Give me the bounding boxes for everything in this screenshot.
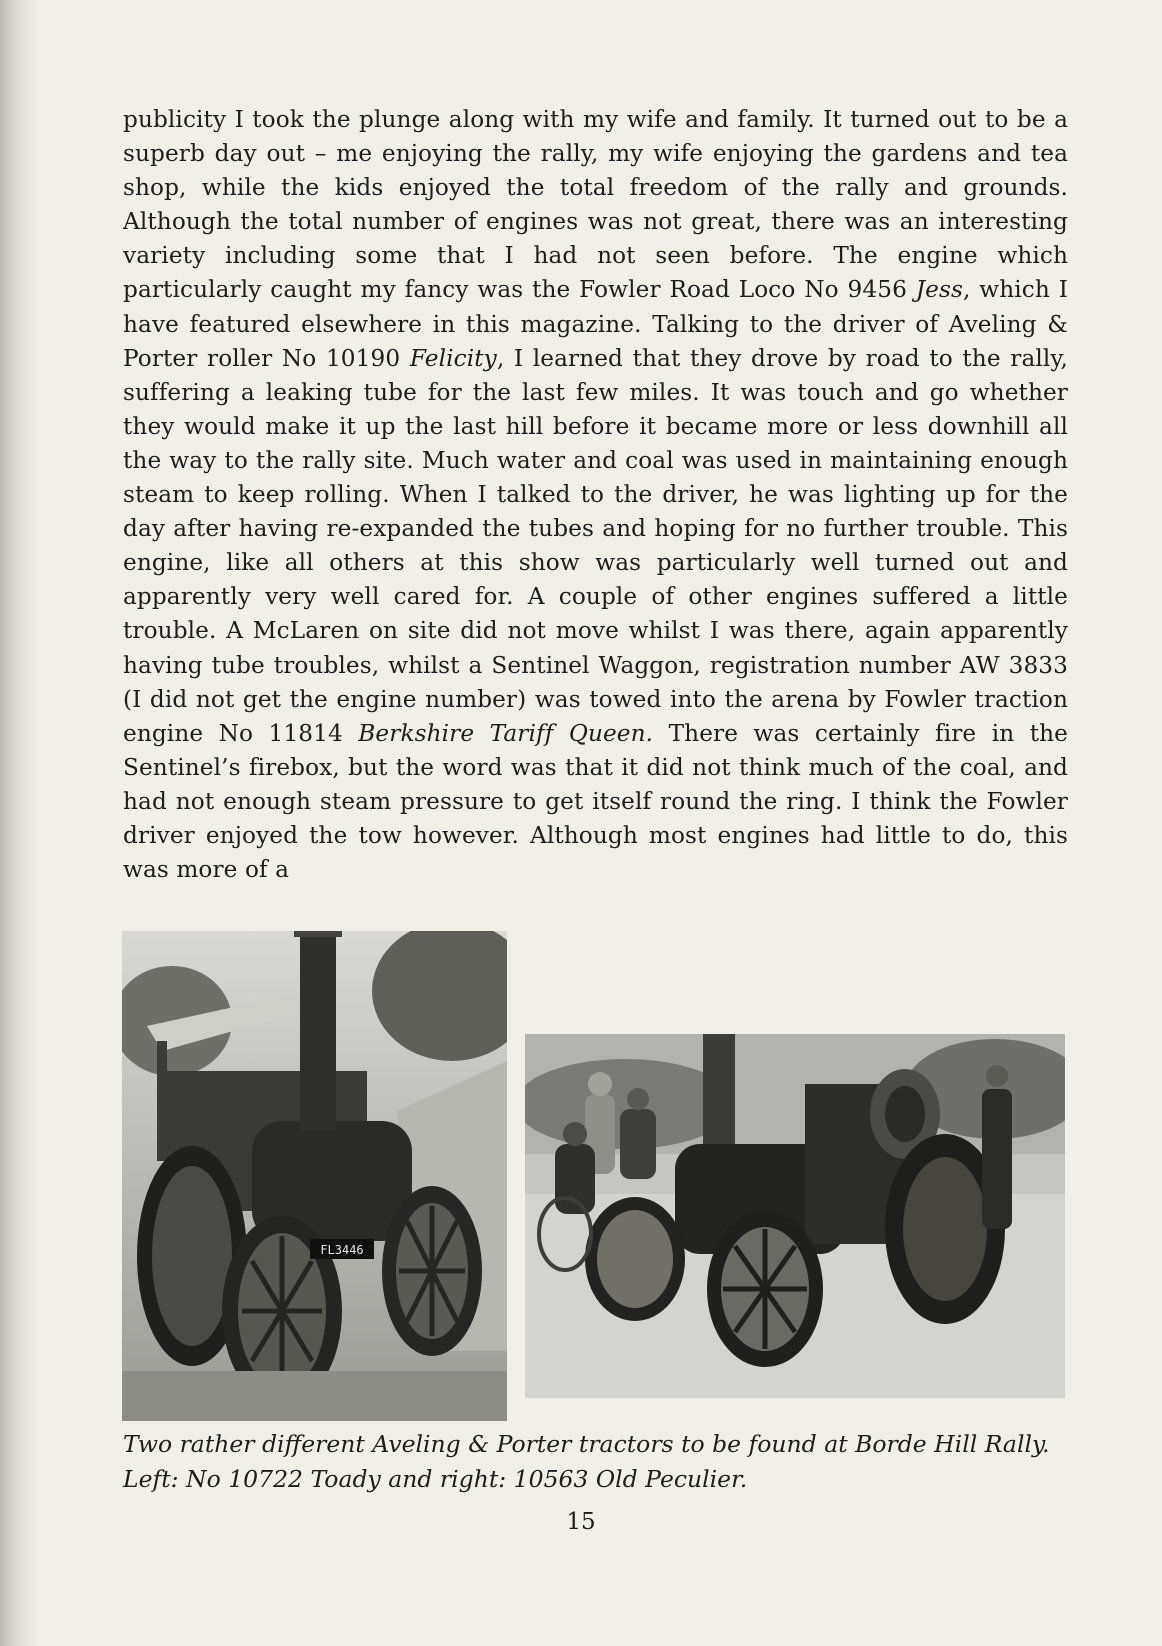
photo-traction-engine-old-peculier — [525, 1034, 1065, 1398]
page-number: 15 — [566, 1509, 596, 1535]
photo-right-drawing — [525, 1034, 1065, 1398]
article-text-run: publicity I took the plunge along with my wife and family. It turned out to be a superb day out – me enjoying the rally, my wife enjoying the gardens and tea shop, while the kids enjoyed the total freedom of the rally and grounds. Although the total number of engines was not great, there was an interesting variety including some that I had not seen before. The engine which particularly caught my fancy was the Fowler Road Loco No 9456 — [123, 106, 1068, 304]
article-text-run: There was certainly fire in the Sentinel’s firebox, but the word was that it did not think much of the coal, and had not enough steam pressure to get itself round the ring. I think the Fowler driver enjoyed the tow however. Although most engines had little to do, this was more of a — [123, 719, 1068, 884]
engine-name-italic: Jess — [915, 276, 963, 304]
article-text-run: , I learned that they drove by road to the rally, suffering a leaking tube for the last few miles. It was touch and go whether they would make it up the last hill before it became more or less downhill all the way to the rally site. Much water and coal was used in maintaining enough steam to keep rolling. When I talked to the driver, he was lighting up for the day after having re-expanded the tubes and hoping for no further trouble. This engine, like all others at this show was particularly well turned out and apparently very well cared for. A couple of other engines suffered a little trouble. A McLaren on site did not move whilst I was there, again apparently having tube troubles, whilst a Sentinel Waggon, registration number AW 3833 (I did not get the engine number) was towed into the arena by Fowler traction engine No 11814 — [123, 344, 1068, 747]
engine-name-italic: Felicity — [409, 344, 497, 372]
photo-traction-engine-toady — [122, 931, 507, 1421]
photo-caption: Two rather different Aveling & Porter tractors to be found at Borde Hill Rally. Left: No 10722 Toady and right: 10563 Old Peculier. — [123, 1430, 1050, 1493]
number-plate-text: FL3446 — [320, 1243, 364, 1257]
photo-left-drawing — [122, 931, 507, 1421]
engine-name-italic: Berkshire Tariff Queen. — [358, 719, 654, 747]
binding-shadow — [0, 0, 38, 1646]
article-body-text — [123, 103, 1068, 887]
article-text-run: , which I have featured elsewhere in this magazine. Talking to the driver of Aveling & Porter roller No 10190 — [123, 276, 1068, 372]
